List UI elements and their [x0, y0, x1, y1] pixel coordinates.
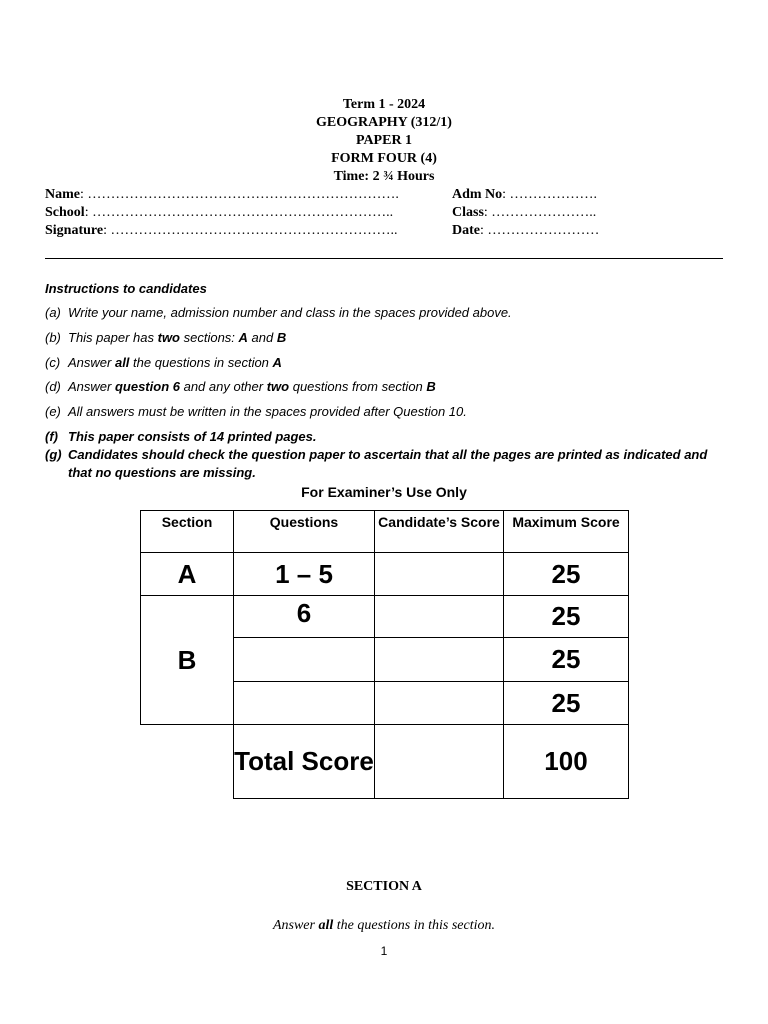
instruction-d	[45, 378, 730, 396]
date-field	[452, 222, 599, 240]
instruction-label: (a)	[45, 305, 61, 320]
instruction-text: Candidates should check the question paper to ascertain that all the pages are printed as indicated and that no questions are missing.	[68, 447, 708, 480]
instruction-g	[45, 446, 730, 482]
candidate-score-cell	[375, 596, 504, 638]
questions-cell: 1 – 5	[234, 553, 375, 596]
instruction-text: This paper consists of 14 printed pages.	[68, 429, 317, 444]
total-max-cell: 100	[504, 725, 629, 799]
exam-header	[0, 96, 768, 186]
candidate-total-cell	[375, 725, 504, 799]
total-row	[141, 725, 629, 799]
instruction-text: All answers must be written in the spaces provided after Question 10.	[68, 404, 467, 419]
instruction-text: Answer all the questions in section A	[68, 355, 282, 370]
max-score-cell: 25	[504, 638, 629, 682]
max-score-cell: 25	[504, 553, 629, 596]
name-dots: : ………………………………………………………….	[80, 187, 399, 202]
school-label: School	[45, 205, 85, 220]
instruction-c	[45, 354, 730, 372]
table-header-row	[141, 511, 629, 553]
questions-cell: 6	[234, 596, 375, 638]
instruction-label: (d)	[45, 379, 61, 394]
instruction-label: (c)	[45, 355, 61, 370]
class-dots: : …………………..	[483, 205, 597, 220]
time-line: Time: 2 ¾ Hours	[333, 169, 435, 184]
school-field	[45, 204, 393, 222]
instruction-b	[45, 329, 730, 347]
form-line: FORM FOUR (4)	[331, 151, 437, 166]
instruction-f	[45, 428, 730, 446]
instruction-e	[45, 403, 730, 421]
page-number: 1	[380, 944, 388, 958]
header-candidate-score: Candidate’s Score	[375, 511, 504, 553]
instructions-title: Instructions to candidates	[45, 281, 207, 296]
term-line: Term 1 - 2024	[342, 97, 426, 112]
name-field	[45, 186, 399, 204]
name-label: Name	[45, 187, 80, 202]
header-section: Section	[141, 511, 234, 553]
instruction-text: This paper has two sections: A and B	[68, 330, 287, 345]
instruction-text: Answer question 6 and any other two questions from section B	[68, 379, 436, 394]
section-a-note: Answer all the questions in this section.	[272, 918, 496, 933]
signature-field	[45, 222, 397, 240]
instruction-label: (f)	[45, 429, 58, 444]
adm-dots: : ……………….	[502, 187, 598, 202]
candidate-score-cell	[375, 638, 504, 682]
instruction-text: Write your name, admission number and class in the spaces provided above.	[68, 305, 512, 320]
instruction-label: (e)	[45, 404, 61, 419]
header-questions: Questions	[234, 511, 375, 553]
section-b-cell: B	[141, 596, 234, 725]
section-a-cell: A	[141, 553, 234, 596]
adm-label: Adm No	[452, 187, 503, 202]
questions-cell	[234, 638, 375, 682]
examiner-title: For Examiner’s Use Only	[301, 484, 467, 500]
instruction-label: (b)	[45, 330, 61, 345]
paper-line: PAPER 1	[355, 133, 413, 148]
signature-dots: : ……………………………………………………..	[103, 223, 398, 238]
empty-cell	[141, 725, 234, 799]
school-dots: : ………………………………………………………..	[84, 205, 394, 220]
instruction-a	[45, 304, 730, 322]
table-row	[141, 596, 629, 638]
date-dots: : ……………………	[480, 223, 600, 238]
max-score-cell: 25	[504, 682, 629, 725]
class-label: Class	[452, 205, 484, 220]
date-label: Date	[452, 223, 480, 238]
section-a-title: SECTION A	[346, 879, 422, 894]
questions-cell	[234, 682, 375, 725]
instruction-label: (g)	[45, 447, 62, 462]
max-score-cell: 25	[504, 596, 629, 638]
candidate-score-cell	[375, 553, 504, 596]
class-field	[452, 204, 596, 222]
examiner-score-table	[140, 510, 629, 799]
candidate-score-cell	[375, 682, 504, 725]
header-maximum-score: Maximum Score	[504, 511, 629, 553]
table-row	[141, 553, 629, 596]
header-divider	[45, 258, 723, 259]
total-score-label: Total Score	[234, 725, 375, 799]
subject-line: GEOGRAPHY (312/1)	[316, 115, 452, 130]
adm-field	[452, 186, 597, 204]
signature-label: Signature	[45, 223, 104, 238]
